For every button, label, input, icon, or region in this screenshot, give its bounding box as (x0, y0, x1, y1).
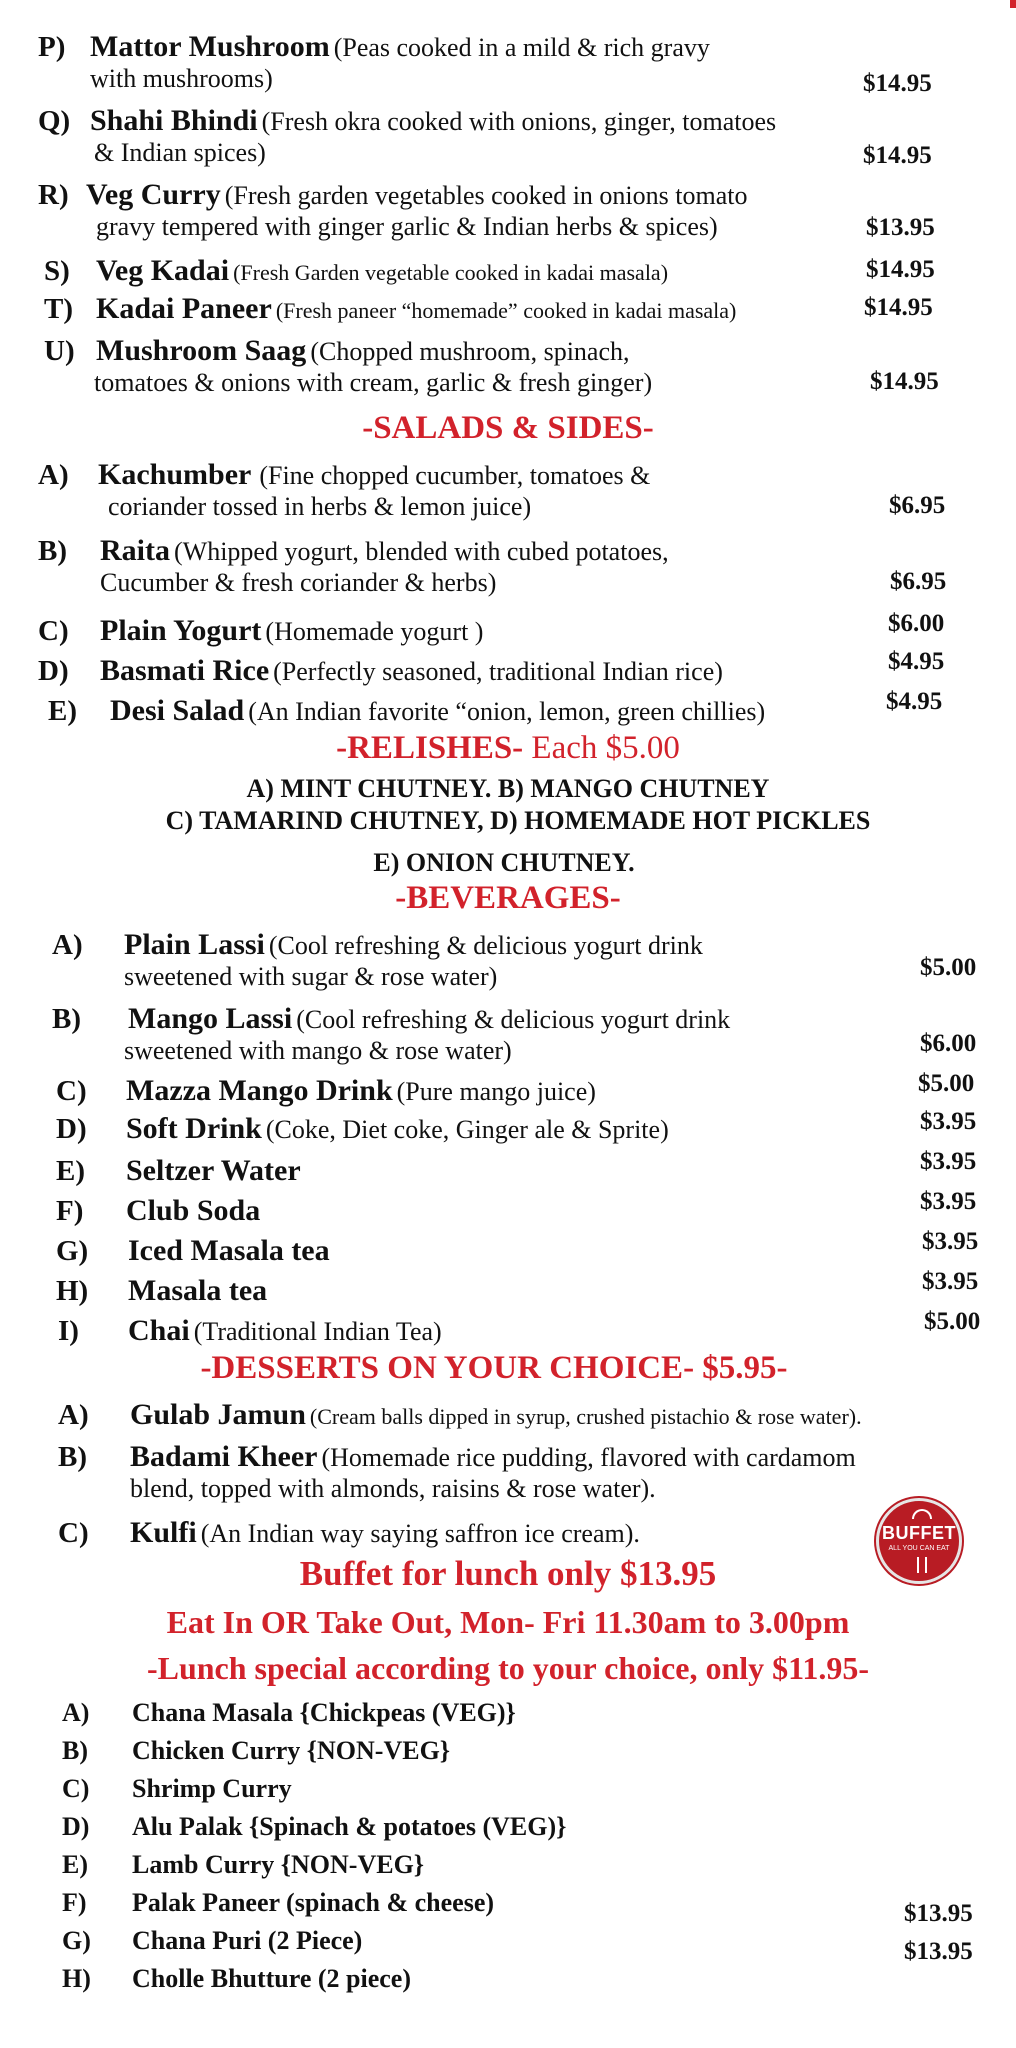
item-name: Palak Paneer (spinach & cheese) (132, 1888, 495, 1917)
item-name: Iced Masala tea (128, 1234, 330, 1267)
item-letter: A) (58, 1399, 89, 1431)
item-desc: (Traditional Indian Tea) (193, 1317, 442, 1346)
menu-item (38, 534, 998, 598)
item-desc-cont: blend, topped with almonds, raisins & rose water). (130, 1474, 656, 1503)
item-letter: T) (44, 293, 73, 325)
item-letter: B) (62, 1736, 88, 1765)
item-letter: G) (62, 1926, 91, 1955)
item-desc: (Pure mango juice) (396, 1077, 596, 1106)
item-desc-cont: coriander tossed in herbs & lemon juice) (108, 492, 532, 521)
item-letter: D) (62, 1812, 90, 1841)
item-letter: E) (62, 1850, 88, 1879)
item-name: Kulfi (130, 1516, 197, 1549)
item-letter: E) (56, 1155, 85, 1187)
item-name: Plain Yogurt (100, 614, 262, 647)
item-letter: B) (52, 1003, 81, 1035)
item-letter: H) (56, 1275, 89, 1307)
buffet-line: Buffet for lunch only $13.95 (299, 1554, 717, 1593)
menu-item (38, 610, 998, 648)
item-desc: (Fresh Garden vegetable cooked in kadai masala) (233, 260, 669, 285)
menu-item (56, 1228, 1016, 1268)
item-letter: B) (58, 1441, 87, 1473)
item-letter: G) (56, 1235, 89, 1267)
lunch-item (62, 1774, 962, 1804)
item-name: Desi Salad (110, 694, 245, 727)
cloche-icon (912, 1509, 932, 1519)
item-name: Chana Puri (2 Piece) (132, 1926, 363, 1955)
item-desc: (An Indian way saying saffron ice cream). (200, 1519, 640, 1548)
item-desc: (Homemade yogurt ) (265, 617, 484, 646)
item-name: Mazza Mango Drink (126, 1074, 393, 1107)
item-letter: A) (38, 459, 69, 491)
menu-item (38, 254, 998, 288)
menu-item (56, 1070, 1016, 1108)
item-desc: (Whipped yogurt, blended with cubed potatoes, (174, 537, 669, 566)
relishes-heading (0, 730, 1016, 767)
item-desc: (Perfectly seasoned, traditional Indian rice) (273, 657, 723, 686)
item-letter: A) (62, 1698, 90, 1727)
item-desc-cont: gravy tempered with ginger garlic & Indian herbs & spices) (96, 212, 718, 241)
item-desc: (Cool refreshing & delicious yogurt drink (296, 1005, 731, 1034)
menu-item (58, 1516, 1016, 1550)
item-letter: S) (44, 255, 70, 287)
item-desc-cont: sweetened with sugar & rose water) (124, 962, 498, 991)
item-desc: (Fine chopped cucumber, tomatoes & (259, 461, 651, 490)
item-name: Masala tea (128, 1274, 268, 1307)
menu-item (58, 1308, 1016, 1348)
relish-line: A) MINT CHUTNEY. B) MANGO CHUTNEY (246, 774, 770, 803)
item-price: $3.95 (920, 1108, 977, 1135)
item-letter: R) (38, 179, 69, 211)
menu-item (38, 292, 998, 326)
item-name: Plain Lassi (124, 928, 265, 961)
corner-mark (1010, 0, 1016, 8)
item-price: $14.95 (863, 70, 932, 97)
item-desc: (Chopped mushroom, spinach, (310, 337, 630, 366)
item-name: Kachumber (98, 458, 252, 491)
item-price: $6.95 (889, 492, 946, 519)
item-name: Basmati Rice (100, 654, 270, 687)
relish-line: C) TAMARIND CHUTNEY, D) HOMEMADE HOT PICKLES (165, 806, 871, 835)
item-desc: (Homemade rice pudding, flavored with cardamom (321, 1443, 856, 1472)
item-name: Soft Drink (126, 1112, 262, 1145)
item-price: $5.00 (920, 954, 977, 981)
item-price: $3.95 (922, 1228, 979, 1255)
lunch-item (62, 1812, 962, 1842)
item-letter: U) (44, 335, 75, 367)
item-name: Shahi Bhindi (90, 104, 258, 137)
item-name: Veg Kadai (96, 254, 230, 287)
item-price: $6.00 (920, 1030, 977, 1057)
item-price: $3.95 (920, 1148, 977, 1175)
item-price: $13.95 (904, 1900, 973, 1927)
item-desc: (Cool refreshing & delicious yogurt drink (268, 931, 703, 960)
item-letter: F) (62, 1888, 87, 1917)
item-letter: C) (58, 1517, 89, 1549)
item-letter: C) (62, 1774, 90, 1803)
item-letter: D) (38, 655, 69, 687)
item-name: Raita (100, 534, 170, 567)
menu-item (58, 1398, 1016, 1432)
item-price: $4.95 (888, 648, 945, 675)
item-letter: A) (52, 929, 83, 961)
lunch-item (62, 1888, 962, 1918)
item-name: Gulab Jamun (130, 1398, 306, 1431)
menu-item (58, 1440, 1016, 1504)
item-letter: C) (56, 1075, 87, 1107)
item-desc-cont: sweetened with mango & rose water) (124, 1036, 512, 1065)
item-price: $14.95 (864, 294, 933, 321)
item-letter: D) (56, 1113, 87, 1145)
relishes-title: -RELISHES- (336, 730, 524, 766)
item-name: Kadai Paneer (96, 292, 272, 325)
item-desc: (Peas cooked in a mild & rich gravy (333, 33, 710, 62)
item-desc-cont: Cucumber & fresh coriander & herbs) (100, 568, 497, 597)
item-desc-cont: & Indian spices) (94, 138, 266, 167)
item-price: $14.95 (870, 368, 939, 395)
menu-item (38, 178, 998, 242)
item-name: Chicken Curry {NON-VEG} (132, 1736, 451, 1765)
item-name: Chai (128, 1314, 190, 1347)
menu-item (38, 648, 998, 688)
menu-item (56, 1108, 1016, 1146)
item-name: Veg Curry (86, 178, 221, 211)
relishes-price: Each $5.00 (531, 730, 680, 766)
item-price: $3.95 (922, 1268, 979, 1295)
menu-item (38, 104, 998, 168)
lunch-item (62, 1926, 962, 1956)
item-letter: P) (38, 31, 66, 63)
menu-item (52, 928, 1012, 992)
menu-item (56, 1188, 1016, 1228)
badge-subtitle: ALL YOU CAN EAT (888, 1545, 950, 1552)
item-desc: (An Indian favorite “onion, lemon, green chillies) (248, 697, 766, 726)
item-price: $5.00 (918, 1070, 975, 1097)
item-name: Lamb Curry {NON-VEG} (132, 1850, 425, 1879)
item-name: Badami Kheer (130, 1440, 318, 1473)
item-name: Alu Palak {Spinach & potatoes (VEG)} (132, 1812, 567, 1841)
item-price: $6.00 (888, 610, 945, 637)
lunch-item (62, 1736, 962, 1766)
item-price: $13.95 (866, 214, 935, 241)
item-name: Mango Lassi (128, 1002, 293, 1035)
desserts-heading: -DESSERTS ON YOUR CHOICE- $5.95- (200, 1350, 788, 1386)
item-letter: F) (56, 1195, 84, 1227)
relish-line: E) ONION CHUTNEY. (373, 848, 635, 877)
badge-title: BUFFET (882, 1523, 956, 1543)
item-letter: Q) (38, 105, 71, 137)
lunch-item (62, 1850, 962, 1880)
item-letter: H) (62, 1964, 91, 1993)
item-letter: C) (38, 615, 69, 647)
item-price: $14.95 (863, 142, 932, 169)
item-name: Shrimp Curry (132, 1774, 292, 1803)
item-name: Club Soda (126, 1194, 261, 1227)
menu-item (38, 458, 998, 522)
menu-item (52, 1002, 1012, 1066)
item-desc: (Coke, Diet coke, Ginger ale & Sprite) (265, 1115, 669, 1144)
buffet-hours: Eat In OR Take Out, Mon- Fri 11.30am to 3.00pm (166, 1604, 850, 1640)
item-letter: I) (58, 1315, 79, 1347)
item-desc: (Fresh garden vegetables cooked in onions tomato (224, 181, 748, 210)
salads-heading: -SALADS & SIDES- (362, 410, 654, 446)
item-name: Cholle Bhutture (2 piece) (132, 1964, 411, 1993)
item-price: $4.95 (886, 688, 943, 715)
item-name: Mattor Mushroom (90, 30, 330, 63)
item-name: Chana Masala {Chickpeas (VEG)} (132, 1698, 516, 1727)
menu-item (38, 334, 998, 398)
lunch-special-heading: -Lunch special according to your choice, only $11.95- (146, 1650, 870, 1686)
item-letter: B) (38, 535, 67, 567)
lunch-item (62, 1964, 962, 1994)
item-desc: (Cream balls dipped in syrup, crushed pistachio & rose water). (309, 1404, 862, 1429)
item-desc: (Fresh okra cooked with onions, ginger, tomatoes (261, 107, 777, 136)
item-desc-cont: tomatoes & onions with cream, garlic & fresh ginger) (94, 368, 653, 397)
item-price: $5.00 (924, 1308, 981, 1335)
menu-item (38, 688, 998, 728)
item-price: $14.95 (866, 256, 935, 283)
item-price: $13.95 (904, 1938, 973, 1965)
lunch-item (62, 1698, 962, 1728)
item-desc: (Fresh paneer “homemade” cooked in kadai masala) (275, 298, 737, 323)
item-letter: E) (48, 695, 77, 727)
item-price: $3.95 (920, 1188, 977, 1215)
item-price: $6.95 (890, 568, 947, 595)
menu-item (56, 1148, 1016, 1188)
item-name: Mushroom Saag (96, 334, 307, 367)
menu-item (56, 1268, 1016, 1308)
item-desc-cont: with mushrooms) (90, 64, 273, 93)
menu-item (38, 30, 998, 97)
beverages-heading: -BEVERAGES- (395, 880, 621, 916)
item-name: Seltzer Water (126, 1154, 301, 1187)
